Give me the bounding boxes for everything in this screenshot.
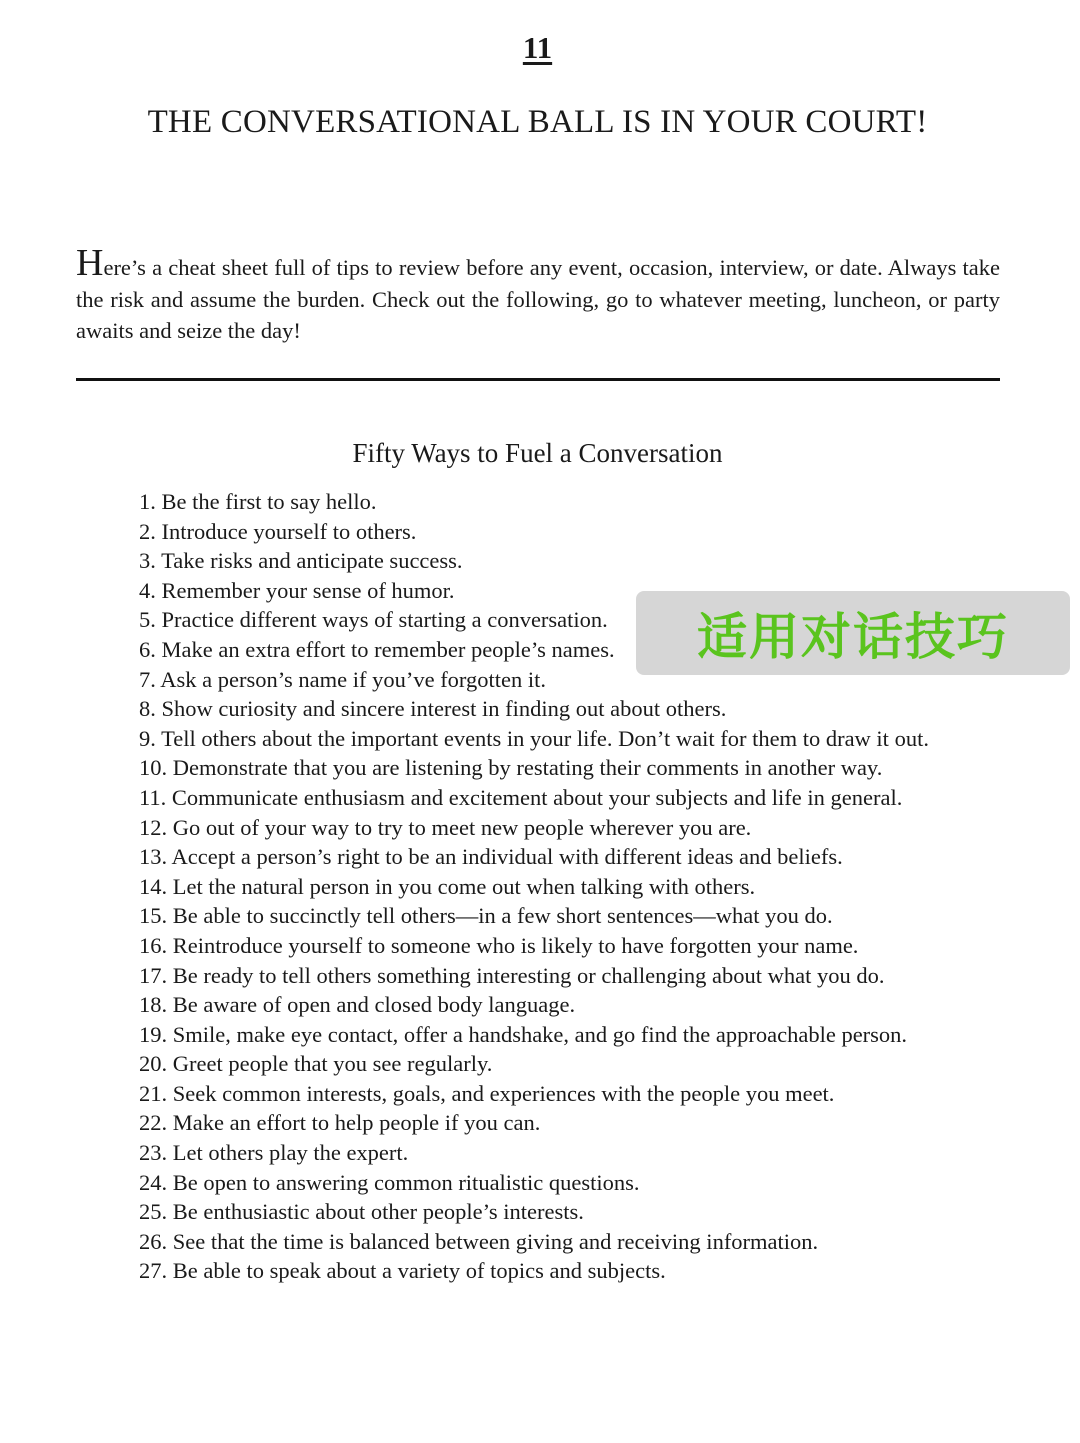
list-item: 9. Tell others about the important events in your life. Don’t wait for them to draw it out. bbox=[139, 725, 929, 751]
list-item: 25. Be enthusiastic about other people’s interests. bbox=[139, 1199, 584, 1225]
chapter-number: 11 bbox=[522, 30, 553, 65]
list-item: 16. Reintroduce yourself to someone who is likely to have forgotten your name. bbox=[139, 932, 859, 958]
list-title: Fifty Ways to Fuel a Conversation bbox=[352, 438, 723, 468]
list-item: 24. Be open to answering common ritualistic questions. bbox=[139, 1169, 640, 1195]
intro-text: ere’s a cheat sheet full of tips to review before any event, occasion, interview, or date. Always take the risk and assume the burden. Check out the following, go to whatever meeting, luncheon, or party awaits and seize the day! bbox=[76, 255, 1000, 343]
watermark-fade bbox=[800, 1320, 940, 1370]
list-item: 2. Introduce yourself to others. bbox=[139, 518, 417, 544]
list-item: 13. Accept a person’s right to be an individual with different ideas and beliefs. bbox=[139, 844, 843, 870]
list-item: 6. Make an extra effort to remember people’s names. bbox=[139, 636, 615, 662]
list-item: 17. Be ready to tell others something interesting or challenging about what you do. bbox=[139, 962, 885, 988]
list-item: 7. Ask a person’s name if you’ve forgotten it. bbox=[139, 666, 547, 692]
drop-cap: H bbox=[76, 242, 104, 284]
section-divider bbox=[76, 378, 1000, 381]
list-item: 20. Greet people that you see regularly. bbox=[139, 1051, 493, 1077]
list-item: 23. Let others play the expert. bbox=[139, 1140, 409, 1166]
list-item: 27. Be able to speak about a variety of topics and subjects. bbox=[139, 1258, 666, 1284]
list-item: 10. Demonstrate that you are listening by restating their comments in another way. bbox=[139, 755, 883, 781]
list-item: 4. Remember your sense of humor. bbox=[139, 577, 455, 603]
overlay-label: 适用对话技巧 bbox=[636, 591, 1070, 675]
list-item: 1. Be the first to say hello. bbox=[139, 489, 377, 514]
list-item: 26. See that the time is balanced between giving and receiving information. bbox=[139, 1228, 819, 1254]
list-item: 18. Be aware of open and closed body language. bbox=[139, 992, 576, 1018]
list-item: 12. Go out of your way to try to meet new people wherever you are. bbox=[139, 814, 752, 840]
list-item: 14. Let the natural person in you come out when talking with others. bbox=[139, 873, 756, 899]
list-item: 3. Take risks and anticipate success. bbox=[139, 548, 463, 574]
list-item: 19. Smile, make eye contact, offer a handshake, and go find the approachable person. bbox=[139, 1021, 908, 1047]
list-item: 22. Make an effort to help people if you can. bbox=[139, 1110, 541, 1136]
list-item: 21. Seek common interests, goals, and experiences with the people you meet. bbox=[139, 1080, 835, 1106]
list-item: 11. Communicate enthusiasm and excitement about your subjects and life in general. bbox=[139, 784, 903, 810]
intro-paragraph bbox=[76, 242, 1000, 347]
list-item: 8. Show curiosity and sincere interest in finding out about others. bbox=[139, 696, 727, 722]
list-item: 15. Be able to succinctly tell others—in a few short sentences—what you do. bbox=[139, 903, 833, 929]
list-item: 5. Practice different ways of starting a conversation. bbox=[139, 607, 608, 633]
chapter-title: THE CONVERSATIONAL BALL IS IN YOUR COURT! bbox=[147, 104, 928, 140]
